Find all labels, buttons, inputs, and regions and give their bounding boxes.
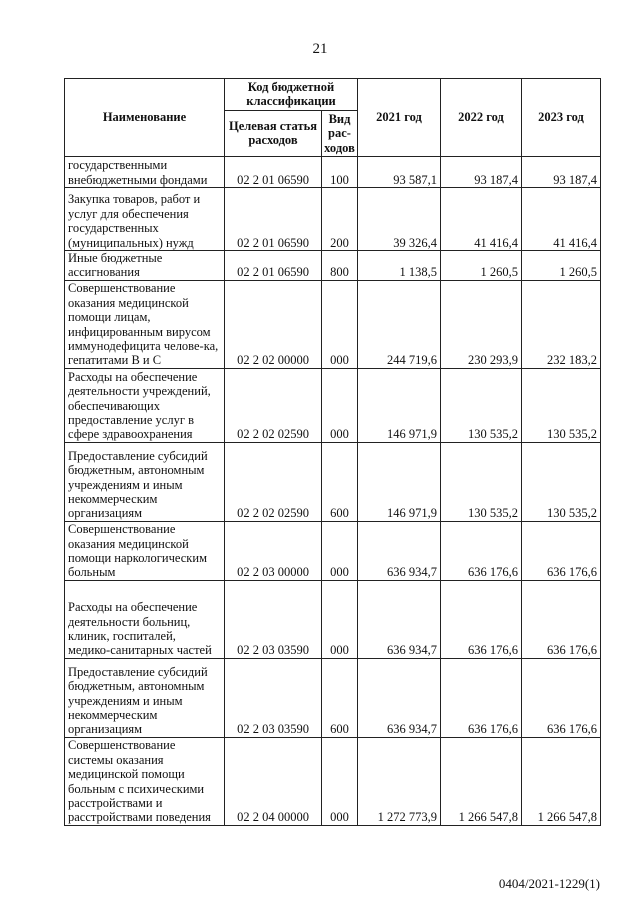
table-row <box>65 737 601 825</box>
row-target-item: 02 2 01 06590 <box>225 251 322 281</box>
row-value-2021: 1 138,5 <box>358 251 441 281</box>
row-name: Совершенствование системы оказания медицинской помощи больным с психическими расстройствами и расстройствами поведения <box>65 737 225 825</box>
row-target-item: 02 2 03 00000 <box>225 521 322 580</box>
row-value-2021: 636 934,7 <box>358 658 441 737</box>
budget-table <box>64 78 601 826</box>
row-value-2022: 1 260,5 <box>441 251 522 281</box>
header-target-item: Целевая статья расходов <box>225 110 322 156</box>
row-target-item: 02 2 02 00000 <box>225 280 322 368</box>
row-value-2022: 130 535,2 <box>441 368 522 442</box>
table-row <box>65 157 601 188</box>
header-year-2021: 2021 год <box>358 79 441 157</box>
row-value-2022: 230 293,9 <box>441 280 522 368</box>
row-target-item: 02 2 03 03590 <box>225 580 322 658</box>
row-value-2021: 146 971,9 <box>358 368 441 442</box>
row-expense-kind: 200 <box>322 188 358 251</box>
row-value-2023: 636 176,6 <box>522 580 601 658</box>
row-target-item: 02 2 01 06590 <box>225 157 322 188</box>
table-row <box>65 521 601 580</box>
row-value-2021: 39 326,4 <box>358 188 441 251</box>
row-value-2023: 93 187,4 <box>522 157 601 188</box>
row-expense-kind: 000 <box>322 580 358 658</box>
row-name: Расходы на обеспечение деятельности больниц, клиник, госпиталей, медико-санитарных частей <box>65 580 225 658</box>
header-year-2023: 2023 год <box>522 79 601 157</box>
row-name: Совершенствование оказания медицинской помощи наркологическим больным <box>65 521 225 580</box>
row-value-2023: 636 176,6 <box>522 521 601 580</box>
header-expense-kind: Вид рас-ходов <box>322 110 358 156</box>
row-target-item: 02 2 03 03590 <box>225 658 322 737</box>
row-value-2023: 130 535,2 <box>522 442 601 521</box>
row-value-2021: 636 934,7 <box>358 521 441 580</box>
table-row <box>65 280 601 368</box>
row-value-2022: 1 266 547,8 <box>441 737 522 825</box>
row-expense-kind: 100 <box>322 157 358 188</box>
row-value-2022: 636 176,6 <box>441 658 522 737</box>
table-row <box>65 188 601 251</box>
row-value-2021: 1 272 773,9 <box>358 737 441 825</box>
row-value-2023: 41 416,4 <box>522 188 601 251</box>
row-name: Предоставление субсидий бюджетным, автономным учреждениям и иным некоммерческим организациям <box>65 442 225 521</box>
row-expense-kind: 800 <box>322 251 358 281</box>
row-target-item: 02 2 04 00000 <box>225 737 322 825</box>
page-number: 21 <box>312 41 328 57</box>
row-expense-kind: 000 <box>322 368 358 442</box>
row-expense-kind: 600 <box>322 658 358 737</box>
row-name: Иные бюджетные ассигнования <box>65 251 225 281</box>
table-body <box>65 157 601 826</box>
table-row <box>65 658 601 737</box>
row-target-item: 02 2 02 02590 <box>225 442 322 521</box>
row-target-item: 02 2 01 06590 <box>225 188 322 251</box>
row-expense-kind: 000 <box>322 280 358 368</box>
table-row <box>65 580 601 658</box>
row-value-2023: 636 176,6 <box>522 658 601 737</box>
row-value-2021: 244 719,6 <box>358 280 441 368</box>
row-expense-kind: 600 <box>322 442 358 521</box>
table-row <box>65 442 601 521</box>
row-value-2023: 1 266 547,8 <box>522 737 601 825</box>
row-expense-kind: 000 <box>322 521 358 580</box>
row-value-2023: 1 260,5 <box>522 251 601 281</box>
row-value-2021: 636 934,7 <box>358 580 441 658</box>
row-value-2021: 146 971,9 <box>358 442 441 521</box>
row-name: Предоставление субсидий бюджетным, автономным учреждениям и иным некоммерческим организациям <box>65 658 225 737</box>
row-value-2022: 93 187,4 <box>441 157 522 188</box>
row-value-2023: 232 183,2 <box>522 280 601 368</box>
header-name: Наименование <box>65 79 225 157</box>
row-value-2021: 93 587,1 <box>358 157 441 188</box>
row-value-2023: 130 535,2 <box>522 368 601 442</box>
row-value-2022: 636 176,6 <box>441 521 522 580</box>
row-name: Совершенствование оказания медицинской помощи лицам, инфицированным вирусом иммунодефицита челове-ка, гепатитами В и С <box>65 280 225 368</box>
row-target-item: 02 2 02 02590 <box>225 368 322 442</box>
row-name: государственными внебюджетными фондами <box>65 157 225 188</box>
row-value-2022: 41 416,4 <box>441 188 522 251</box>
row-value-2022: 130 535,2 <box>441 442 522 521</box>
row-name: Закупка товаров, работ и услуг для обеспечения государственных (муниципальных) нужд <box>65 188 225 251</box>
row-name: Расходы на обеспечение деятельности учреждений, обеспечивающих предоставление услуг в сфере здравоохранения <box>65 368 225 442</box>
row-value-2022: 636 176,6 <box>441 580 522 658</box>
header-year-2022: 2022 год <box>441 79 522 157</box>
header-code-group: Код бюджетной классификации <box>225 79 358 111</box>
table-row <box>65 251 601 281</box>
document-code: 0404/2021-1229(1) <box>498 876 600 891</box>
table-row <box>65 368 601 442</box>
row-expense-kind: 000 <box>322 737 358 825</box>
